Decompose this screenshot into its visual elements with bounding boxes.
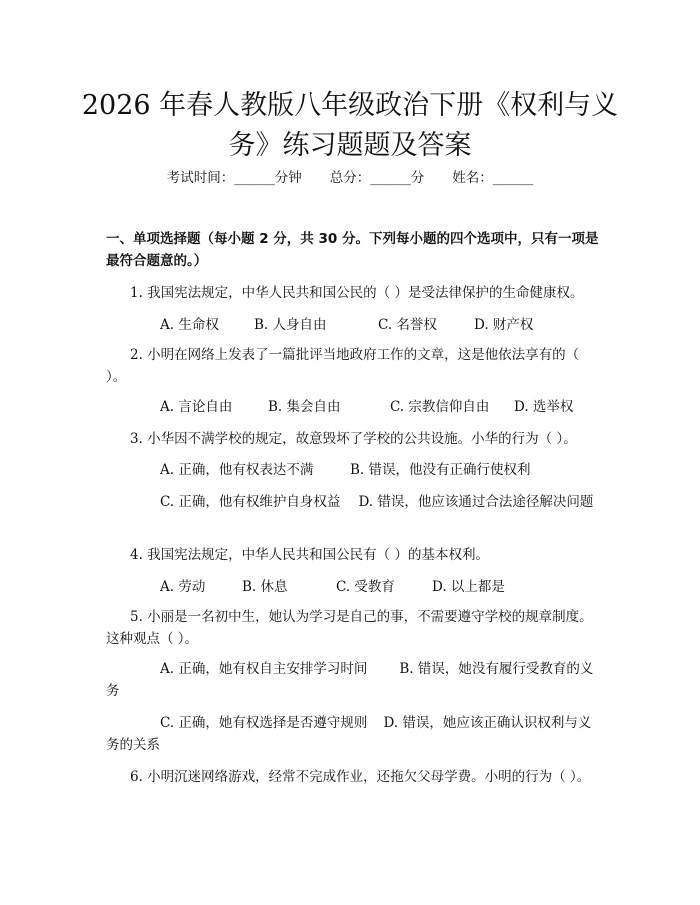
- question-5-options-row-1: [106, 658, 602, 702]
- option: B. 休息: [242, 579, 288, 595]
- option: A. 正确，她有权自主安排学习时间: [160, 661, 368, 677]
- option: C. 受教育: [336, 579, 395, 595]
- option: D. 选举权: [514, 399, 574, 415]
- question-5-options-row-2: [106, 712, 602, 756]
- option: B. 错误，她没有履行受教育的义务: [106, 661, 594, 699]
- option: A. 言论自由: [160, 399, 233, 415]
- title-line-2: 务》练习题题及答案: [228, 130, 472, 161]
- exam-time: 考试时间：______分钟: [166, 170, 302, 186]
- question-3-options-row-1: [160, 459, 600, 481]
- document-title: [60, 86, 640, 166]
- question-4-options: [160, 576, 600, 598]
- option: D. 财产权: [474, 317, 534, 333]
- question-3-stem: 3. 小华因不满学校的规定，故意毁坏了学校的公共设施。小华的行为（ ）。: [130, 431, 577, 447]
- option: C. 名誉权: [378, 317, 437, 333]
- option: C. 宗教信仰自由: [390, 399, 490, 415]
- question-4-stem: 4. 我国宪法规定，中华人民共和国公民有（ ）的基本权利。: [130, 547, 489, 563]
- question-3-options-row-2: [106, 491, 602, 513]
- option: B. 错误，他没有正确行使权利: [350, 462, 531, 478]
- question-5-stem: 5. 小丽是一名初中生，她认为学习是自己的事，不需要遵守学校的规章制度。这种观点（ ）。: [106, 609, 593, 647]
- option: A. 劳动: [160, 579, 206, 595]
- option: B. 人身自由: [254, 317, 327, 333]
- question-2-options: [160, 396, 600, 418]
- section-title: 一、单项选择题（每小题 2 分，共 30 分。下列每小题的四个选项中，只有一项是最符合题意的。）: [106, 231, 599, 269]
- option: A. 生命权: [160, 317, 219, 333]
- option: C. 正确，他有权维护自身权益: [160, 494, 341, 510]
- question-2-stem: 2. 小明在网络上发表了一篇批评当地政府工作的文章，这是他依法享有的（ ）。: [106, 347, 580, 385]
- question-6-stem: 6. 小明沉迷网络游戏，经常不完成作业，还拖欠父母学费。小明的行为（ ）。: [130, 769, 591, 785]
- option: B. 集会自由: [268, 399, 341, 415]
- question-1-stem: 1. 我国宪法规定，中华人民共和国公民的（ ）是受法律保护的生命健康权。: [130, 285, 584, 301]
- option: D. 错误，她应该正确认识权利与义务的关系: [106, 715, 592, 753]
- option: D. 以上都是: [432, 579, 505, 595]
- title-line-1: 2026 年春人教版八年级政治下册《权利与义: [81, 90, 619, 121]
- option: D. 错误，他应该通过合法途径解决问题: [358, 494, 594, 510]
- option: A. 正确，他有权表达不满: [160, 462, 314, 478]
- option: C. 正确，她有权选择是否遵守规则: [160, 715, 368, 731]
- exam-meta: [0, 168, 700, 188]
- total-score: 总分：______分: [329, 170, 425, 186]
- student-name-field: 姓名：______: [452, 170, 534, 186]
- question-1-options: [160, 314, 600, 336]
